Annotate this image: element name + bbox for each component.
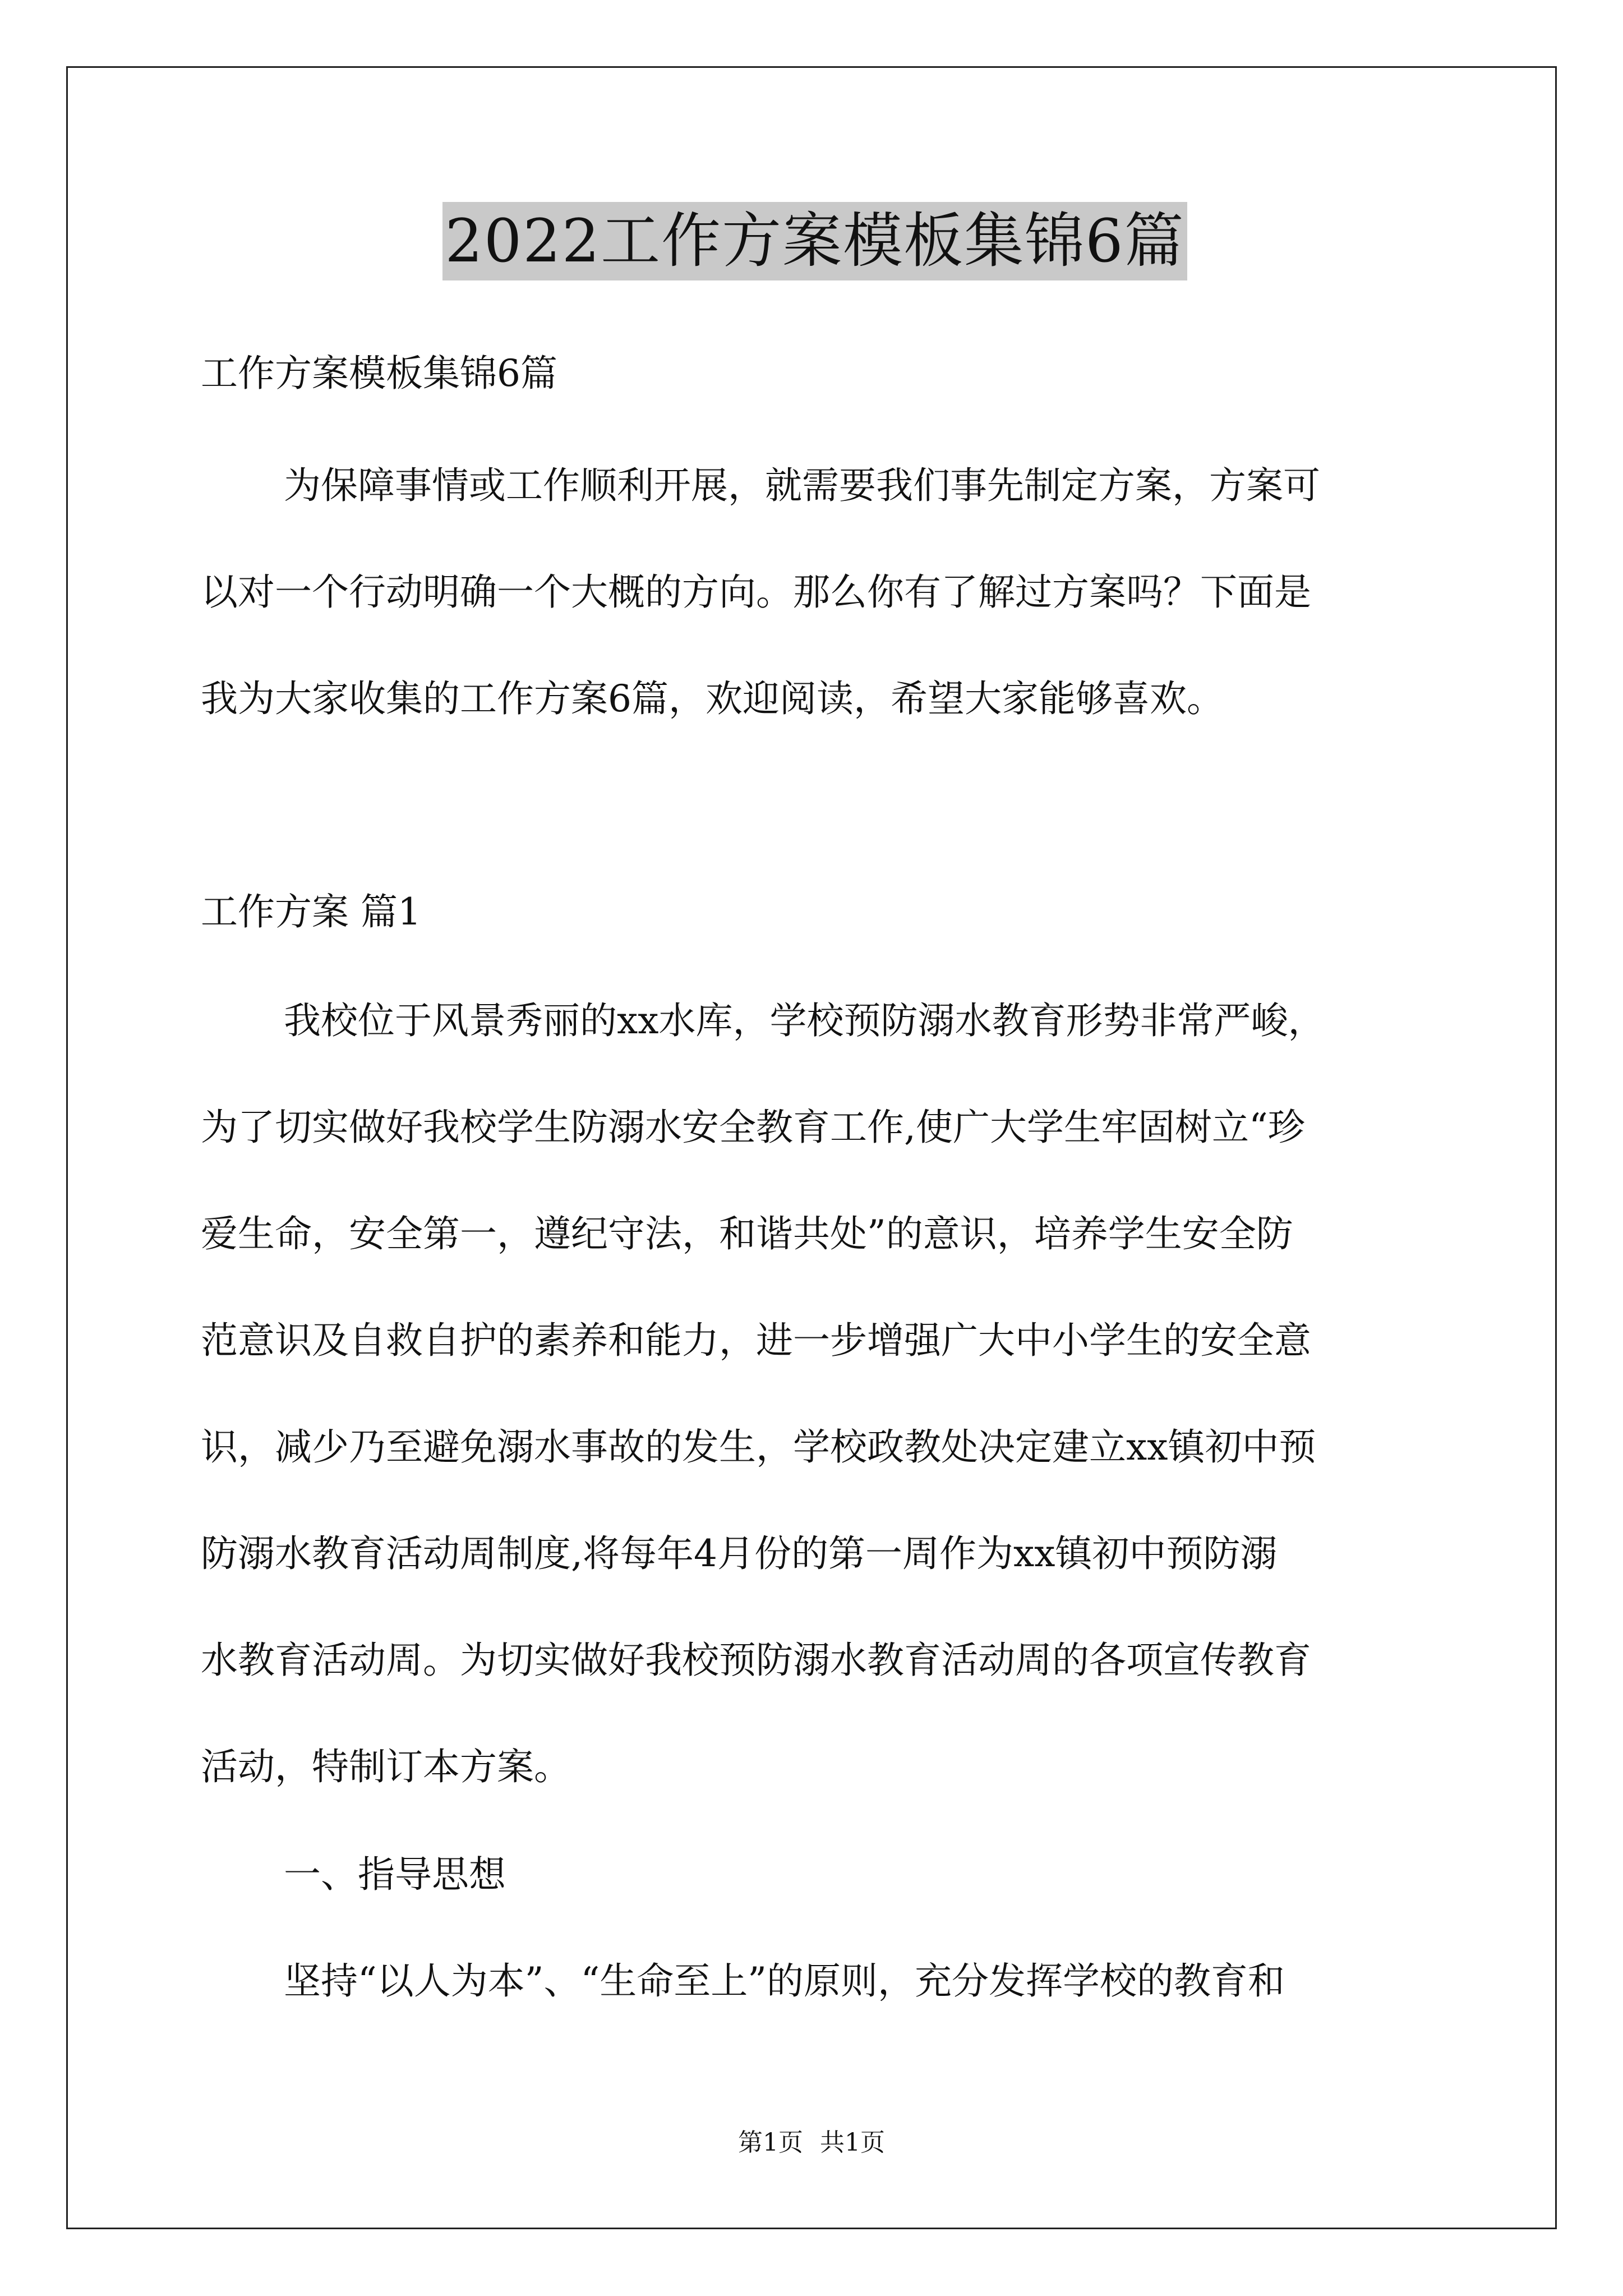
subtitle-line: 工作方案模板集锦6篇 — [201, 352, 557, 395]
document-title: 2022工作方案模板集锦6篇 — [442, 202, 1187, 280]
paragraph-line: 水教育活动周。为切实做好我校预防溺水教育活动周的各项宣传教育 — [201, 1639, 1311, 1682]
paragraph-line: 爱生命，安全第一，遵纪守法，和谐共处”的意识，培养学生安全防 — [201, 1212, 1293, 1255]
paragraph-line: 识，减少乃至避免溺水事故的发生，学校政教处决定建立xx镇初中预 — [201, 1425, 1316, 1469]
paragraph-line: 为了切实做好我校学生防溺水安全教育工作,使广大学生牢固树立“珍 — [201, 1106, 1305, 1149]
paragraph-line: 我为大家收集的工作方案6篇，欢迎阅读，希望大家能够喜欢。 — [201, 677, 1224, 720]
page-number-total: 共1页 — [820, 2128, 885, 2157]
title-block — [201, 202, 1429, 280]
section-heading: 工作方案 篇1 — [201, 890, 421, 933]
paragraph-line: 我校位于风景秀丽的xx水库，学校预防溺水教育形势非常严峻， — [284, 999, 1325, 1042]
subsection-heading: 一、指导思想 — [284, 1853, 506, 1896]
page-number-current: 第1页 — [738, 2128, 803, 2157]
paragraph-line: 以对一个行动明确一个大概的方向。那么你有了解过方案吗？下面是 — [201, 570, 1311, 614]
paragraph-line: 范意识及自救自护的素养和能力，进一步增强广大中小学生的安全意 — [201, 1319, 1311, 1362]
paragraph-line: 防溺水教育活动周制度,将每年4月份的第一周作为xx镇初中预防溺 — [201, 1532, 1278, 1575]
paragraph-line: 为保障事情或工作顺利开展，就需要我们事先制定方案，方案可 — [284, 464, 1320, 507]
page-footer — [0, 2126, 1623, 2160]
paragraph-line: 活动，特制订本方案。 — [201, 1745, 571, 1788]
paragraph-line: 坚持“以人为本”、“生命至上”的原则，充分发挥学校的教育和 — [284, 1959, 1285, 2003]
